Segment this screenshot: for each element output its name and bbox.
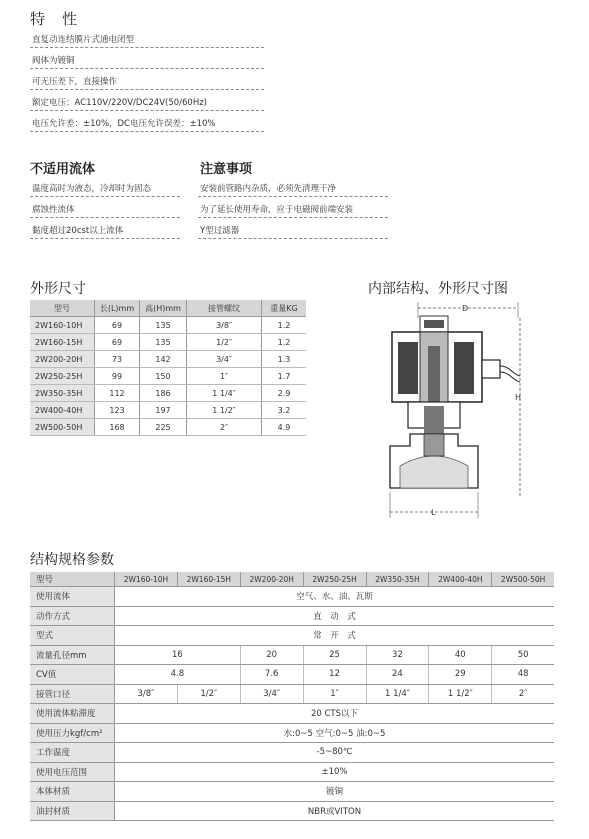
cell: 135 [140, 317, 187, 334]
dims-header: 型号 [30, 300, 95, 317]
cell: 油封材质 [30, 801, 115, 821]
cell: 2W350-35H [30, 385, 95, 402]
cell: 50 [492, 645, 554, 665]
dims-header: 高(H)mm [140, 300, 187, 317]
divider [30, 131, 264, 132]
cell: 25 [303, 645, 366, 665]
d-label: D [462, 304, 469, 313]
cell: 40 [429, 645, 492, 665]
cell: 1 1/4″ [366, 684, 429, 704]
table-row [30, 419, 306, 436]
cell: 2W500-50H [30, 419, 95, 436]
dims-table [30, 300, 306, 436]
table-row [30, 645, 554, 665]
unsuitable-item: 温度高时为液态，冷却时为固态 [32, 184, 152, 194]
table-row [30, 334, 306, 351]
cell: 48 [492, 665, 554, 685]
cell: 1″ [303, 684, 366, 704]
dims-header-row [30, 300, 306, 317]
nut-detail [424, 320, 444, 328]
cell: 2W160-10H [30, 317, 95, 334]
feature-item: 额定电压：AC110V/220V/DC24V(50/60Hz) [32, 98, 207, 108]
cell: 水:0~5 空气:0~5 油:0~5 [115, 723, 555, 743]
table-row [30, 606, 554, 626]
cell: 1.7 [262, 368, 307, 385]
cell: 工作温度 [30, 743, 115, 763]
cell: 本体材质 [30, 782, 115, 802]
notes-item: 安装前管路内杂质，必须先清理干净 [200, 184, 337, 194]
cell: 3.2 [262, 402, 307, 419]
cell: 20 [240, 645, 303, 665]
divider [30, 238, 180, 239]
dims-header: 长(L)mm [95, 300, 140, 317]
cable-gland [482, 360, 500, 378]
table-row [30, 402, 306, 419]
cell: 型号 [30, 572, 115, 587]
cell: 2W250-25H [303, 572, 366, 587]
cell: 1.3 [262, 351, 307, 368]
h-label: H [515, 393, 522, 402]
divider [198, 196, 388, 197]
dims-title: 外形尺寸 [30, 281, 86, 297]
cell: ±10% [115, 762, 555, 782]
cell: 4.9 [262, 419, 307, 436]
divider [30, 89, 264, 90]
cell: 2W160-10H [115, 572, 178, 587]
divider [198, 217, 388, 218]
cell: -5~80℃ [115, 743, 555, 763]
cell: 99 [95, 368, 140, 385]
notes-item: 为了延长使用寿命，应于电磁阀前端安装 [200, 205, 354, 215]
cell: 直 动 式 [115, 606, 555, 626]
cell: 32 [366, 645, 429, 665]
cell: 4.8 [115, 665, 241, 685]
divider [30, 217, 180, 218]
cell: 123 [95, 402, 140, 419]
feature-item: 电压允许差：±10%，DC电压允许误差：±10% [32, 119, 216, 129]
cell: 197 [140, 402, 187, 419]
unsuitable-item: 黏度超过20cst以上流体 [32, 226, 124, 236]
valve-cross-section-drawing [370, 296, 540, 524]
notes-title: 注意事项 [200, 162, 253, 177]
table-row [30, 704, 554, 724]
cell: 2.9 [262, 385, 307, 402]
cell: 2W400-40H [30, 402, 95, 419]
cell: 150 [140, 368, 187, 385]
table-row [30, 351, 306, 368]
cell: 2W500-50H [492, 572, 554, 587]
unsuitable-title: 不适用流体 [30, 162, 96, 177]
cell: 186 [140, 385, 187, 402]
divider [30, 196, 180, 197]
spec-title: 结构规格参数 [30, 552, 114, 568]
dims-header: 重量KG [262, 300, 307, 317]
spec-header-row [30, 572, 554, 587]
cell: 1.2 [262, 334, 307, 351]
cell: 2W400-40H [429, 572, 492, 587]
unsuitable-item: 腐蚀性流体 [32, 205, 75, 215]
cell: 2W200-20H [240, 572, 303, 587]
table-row [30, 368, 306, 385]
cell: 142 [140, 351, 187, 368]
table-row [30, 762, 554, 782]
cell: 动作方式 [30, 606, 115, 626]
cell: 7.6 [240, 665, 303, 685]
table-row [30, 782, 554, 802]
table-row [30, 626, 554, 646]
coil-winding-left [398, 342, 418, 394]
divider [30, 47, 264, 48]
cell: 使用流体粘滞度 [30, 704, 115, 724]
cell: 1 1/2″ [429, 684, 492, 704]
cell: 使用流体 [30, 587, 115, 607]
feature-item: 可无压差下，直接操作 [32, 77, 118, 87]
cell: 168 [95, 419, 140, 436]
features-title: 特 性 [30, 10, 79, 28]
table-row [30, 743, 554, 763]
cell: 2W350-35H [366, 572, 429, 587]
cell: 镀铜 [115, 782, 555, 802]
cell: 2W160-15H [30, 334, 95, 351]
cell: 73 [95, 351, 140, 368]
cell: 3/8″ [187, 317, 262, 334]
cell: 29 [429, 665, 492, 685]
cell: 16 [115, 645, 241, 665]
cell: 135 [140, 334, 187, 351]
table-row [30, 723, 554, 743]
cell: 12 [303, 665, 366, 685]
divider [30, 68, 264, 69]
cell: 20 CTS以下 [115, 704, 555, 724]
table-row [30, 665, 554, 685]
feature-item: 直复动连结膜片式通电闭型 [32, 35, 135, 45]
table-row [30, 587, 554, 607]
cell: 2″ [187, 419, 262, 436]
feature-item: 阀体为镀铜 [32, 56, 75, 66]
cell: NBR或VITON [115, 801, 555, 821]
table-row [30, 801, 554, 821]
flow-path [400, 456, 468, 488]
cell: 2W200-20H [30, 351, 95, 368]
cell: 流量孔径mm [30, 645, 115, 665]
notes-item: Y型过滤器 [200, 226, 240, 236]
cell: 69 [95, 317, 140, 334]
cell: 3/8″ [115, 684, 178, 704]
cell: 2W160-15H [177, 572, 240, 587]
cell: 2″ [492, 684, 554, 704]
table-row [30, 684, 554, 704]
table-row [30, 317, 306, 334]
table-row [30, 385, 306, 402]
dims-header: 接管螺纹 [187, 300, 262, 317]
cell: 1″ [187, 368, 262, 385]
cell: 使用压力kgf/cm² [30, 723, 115, 743]
cell: 3/4″ [240, 684, 303, 704]
coil-winding-right [454, 342, 474, 394]
divider [30, 110, 264, 111]
cell: 2W250-25H [30, 368, 95, 385]
divider [198, 238, 388, 239]
cell: 1 1/2″ [187, 402, 262, 419]
cell: 1.2 [262, 317, 307, 334]
cell: 112 [95, 385, 140, 402]
cell: 24 [366, 665, 429, 685]
diaphragm [424, 434, 444, 456]
cell: 空气、水、油、瓦斯 [115, 587, 555, 607]
spec-table [30, 572, 554, 821]
cell: 常 开 式 [115, 626, 555, 646]
cell: 225 [140, 419, 187, 436]
cell: 69 [95, 334, 140, 351]
drawing-title: 内部结构、外形尺寸图 [368, 281, 508, 297]
cable [500, 372, 520, 382]
cell: 3/4″ [187, 351, 262, 368]
cell: 1 1/4″ [187, 385, 262, 402]
cell: 型式 [30, 626, 115, 646]
cell: 接管口径 [30, 684, 115, 704]
cell: 使用电压范围 [30, 762, 115, 782]
spring [424, 406, 444, 436]
cell: CV值 [30, 665, 115, 685]
l-label: L [431, 508, 436, 517]
cable [500, 366, 520, 376]
cell: 1/2″ [187, 334, 262, 351]
plunger [428, 346, 440, 404]
cell: 1/2″ [177, 684, 240, 704]
